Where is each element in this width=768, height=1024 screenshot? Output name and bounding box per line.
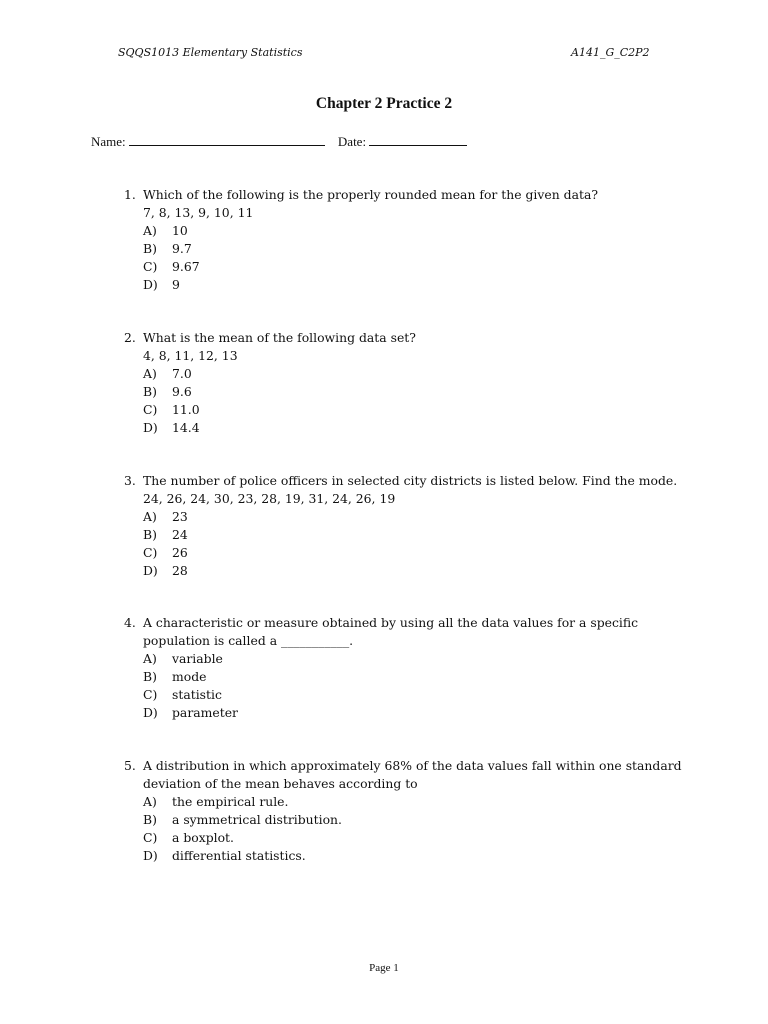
name-date-row <box>91 133 467 150</box>
question-data: 4, 8, 11, 12, 13 <box>143 347 238 363</box>
option-a <box>143 365 684 383</box>
option-b <box>143 526 684 544</box>
option-text: 7.0 <box>172 365 192 381</box>
question-text: What is the mean of the following data set? <box>143 330 416 345</box>
question-data: 7, 8, 13, 9, 10, 11 <box>143 204 254 220</box>
option-text: 26 <box>172 544 188 560</box>
option-letter: D) <box>143 562 158 578</box>
option-c <box>143 258 684 276</box>
option-letter: A) <box>143 365 157 381</box>
option-d <box>143 704 684 722</box>
option-text: 9.67 <box>172 258 200 274</box>
question-text-continued: deviation of the mean behaves according to <box>143 775 418 791</box>
option-text: a boxplot. <box>172 829 234 845</box>
question-number: 1. <box>124 187 136 202</box>
question-text: Which of the following is the properly rounded mean for the given data? <box>143 187 598 202</box>
option-c <box>143 829 684 847</box>
option-letter: C) <box>143 829 158 845</box>
option-text: statistic <box>172 686 222 702</box>
option-a <box>143 793 684 811</box>
name-blank-line <box>129 133 325 146</box>
option-letter: D) <box>143 704 158 720</box>
question-data: 24, 26, 24, 30, 23, 28, 19, 31, 24, 26, 19 <box>143 490 396 506</box>
option-text: 28 <box>172 562 188 578</box>
option-text: 24 <box>172 526 188 542</box>
option-a <box>143 222 684 240</box>
option-text: 9.7 <box>172 240 192 256</box>
option-c <box>143 401 684 419</box>
option-text: the empirical rule. <box>172 793 289 809</box>
option-letter: B) <box>143 668 157 684</box>
option-letter: B) <box>143 811 157 827</box>
option-letter: C) <box>143 686 158 702</box>
question-text: A distribution in which approximately 68% of the data values fall within one standard <box>143 758 682 773</box>
question-2 <box>124 329 684 436</box>
option-text: 10 <box>172 222 188 238</box>
question-number: 2. <box>124 330 136 345</box>
option-text: 11.0 <box>172 401 200 417</box>
option-b <box>143 240 684 258</box>
question-4 <box>124 614 684 721</box>
option-text: differential statistics. <box>172 847 306 863</box>
question-text: The number of police officers in selected city districts is listed below. Find the mode. <box>143 473 678 488</box>
question-number: 5. <box>124 758 136 773</box>
date-blank-line <box>369 133 467 146</box>
option-c <box>143 544 684 562</box>
option-text: 14.4 <box>172 419 200 435</box>
question-number: 3. <box>124 473 136 488</box>
question-text: A characteristic or measure obtained by using all the data values for a specific <box>143 615 639 630</box>
option-letter: D) <box>143 419 158 435</box>
question-3 <box>124 472 684 579</box>
option-text: parameter <box>172 704 238 720</box>
option-d <box>143 276 684 294</box>
option-letter: B) <box>143 240 157 256</box>
course-title: SQQS1013 Elementary Statistics <box>118 46 303 59</box>
option-letter: C) <box>143 544 158 560</box>
question-text-continued: population is called a ___________. <box>143 632 354 648</box>
option-text: 9.6 <box>172 383 192 399</box>
question-1 <box>124 186 684 293</box>
name-label: Name: <box>91 134 126 149</box>
option-text: mode <box>172 668 207 684</box>
date-label: Date: <box>337 134 367 149</box>
page-number: Page 1 <box>369 962 399 974</box>
option-letter: B) <box>143 526 157 542</box>
option-letter: A) <box>143 650 157 666</box>
option-letter: A) <box>143 222 157 238</box>
option-d <box>143 847 684 865</box>
option-b <box>143 811 684 829</box>
option-b <box>143 668 684 686</box>
option-a <box>143 650 684 668</box>
option-letter: B) <box>143 383 157 399</box>
option-letter: A) <box>143 508 157 524</box>
option-b <box>143 383 684 401</box>
question-number: 4. <box>124 615 136 630</box>
option-letter: D) <box>143 847 158 863</box>
page-title: Chapter 2 Practice 2 <box>315 95 453 112</box>
option-d <box>143 419 684 437</box>
option-text: variable <box>172 650 223 666</box>
option-letter: C) <box>143 401 158 417</box>
question-5 <box>124 757 684 864</box>
option-text: a symmetrical distribution. <box>172 811 342 827</box>
option-letter: C) <box>143 258 158 274</box>
option-c <box>143 686 684 704</box>
option-text: 23 <box>172 508 188 524</box>
document-code: A141_G_C2P2 <box>571 46 650 59</box>
option-text: 9 <box>172 276 180 292</box>
option-letter: A) <box>143 793 157 809</box>
option-d <box>143 562 684 580</box>
option-a <box>143 508 684 526</box>
option-letter: D) <box>143 276 158 292</box>
